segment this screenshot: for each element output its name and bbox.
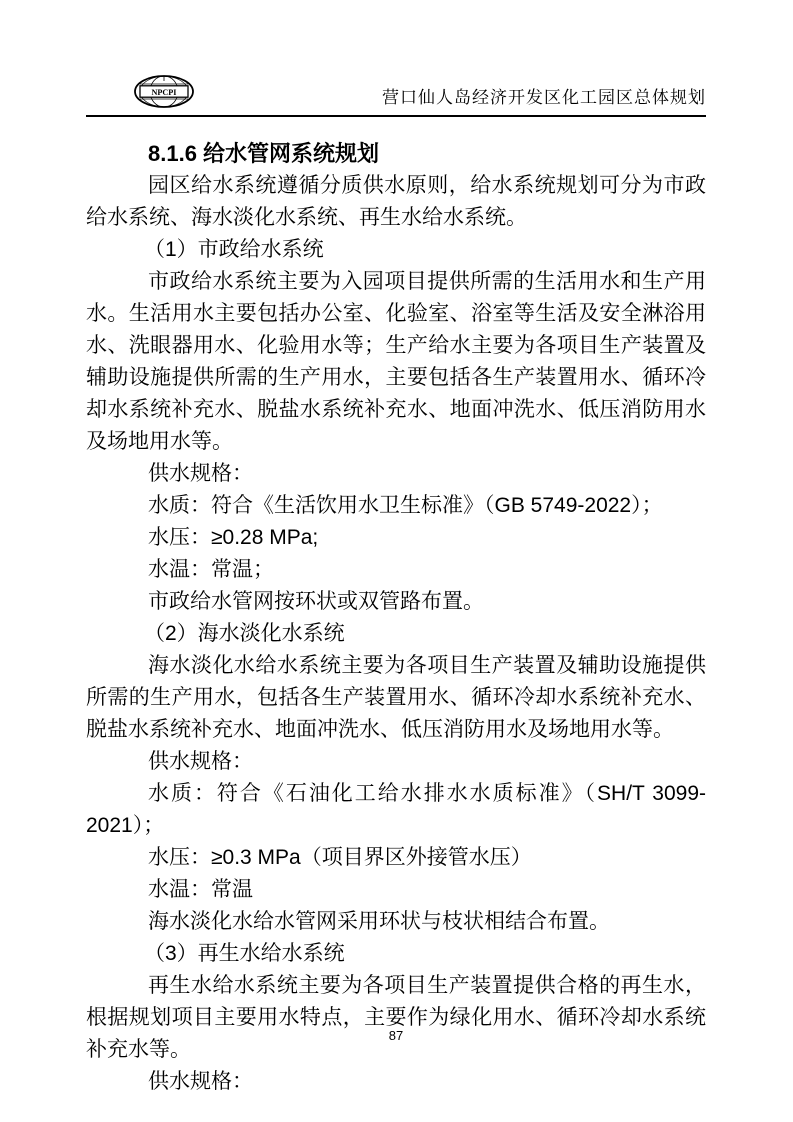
paragraph: 市政给水管网按环状或双管路布置。: [148, 590, 484, 613]
npcpi-globe-logo-icon: [132, 74, 196, 110]
paragraph: 水温：常温: [148, 878, 253, 901]
logo-text: NPCPI: [151, 87, 177, 97]
header-doc-title: 营口仙人岛经济开发区化工园区总体规划: [382, 88, 706, 107]
paragraph: 水压：≥0.28 MPa;: [148, 526, 319, 549]
paragraph: 供水规格：: [148, 1070, 253, 1093]
paragraph: 供水规格：: [148, 750, 253, 773]
section-heading: 8.1.6 给水管网系统规划: [148, 141, 380, 166]
document-body: [86, 138, 706, 1098]
page-number: 87: [388, 1028, 404, 1043]
paragraph: 水压：≥0.3 MPa（项目界区外接管水压）: [148, 846, 532, 869]
item-heading: （3）再生水给水系统: [144, 942, 345, 965]
paragraph: 海水淡化水给水系统主要为各项目生产装置及辅助设施提供所需的生产用水，包括各生产装置用水、循环冷却水系统补充水、脱盐水系统补充水、地面冲洗水、低压消防用水及场地用水等。: [86, 654, 706, 741]
item-heading: （2）海水淡化水系统: [144, 622, 345, 645]
paragraph: 水温：常温；: [148, 558, 274, 581]
paragraph: 水质：符合《生活饮用水卫生标准》（GB 5749-2022）；: [148, 494, 663, 517]
page-footer: [86, 1028, 706, 1043]
paragraph: 再生水给水系统主要为各项目生产装置提供合格的再生水，根据规划项目主要用水特点，主要作为绿化用水、循环冷却水系统补充水等。: [86, 974, 706, 1061]
paragraph: 海水淡化水给水管网采用环状与枝状相结合布置。: [148, 910, 610, 933]
paragraph: 水质：符合《石油化工给水排水水质标准》（SH/T 3099-2021）；: [86, 782, 706, 837]
paragraph: 市政给水系统主要为入园项目提供所需的生活用水和生产用水。生活用水主要包括办公室、化验室、浴室等生活及安全淋浴用水、洗眼器用水、化验用水等；生产给水主要为各项目生产装置及辅助设施提供所需的生产用水，主要包括各生产装置用水、循环冷却水系统补充水、脱盐水系统补充水、地面冲洗水、低压消防用水及场地用水等。: [86, 270, 706, 453]
paragraph: 园区给水系统遵循分质供水原则，给水系统规划可分为市政给水系统、海水淡化水系统、再生水给水系统。: [86, 174, 706, 229]
paragraph: 供水规格：: [148, 462, 253, 485]
item-heading: （1）市政给水系统: [144, 238, 324, 261]
page-header: [86, 0, 706, 117]
